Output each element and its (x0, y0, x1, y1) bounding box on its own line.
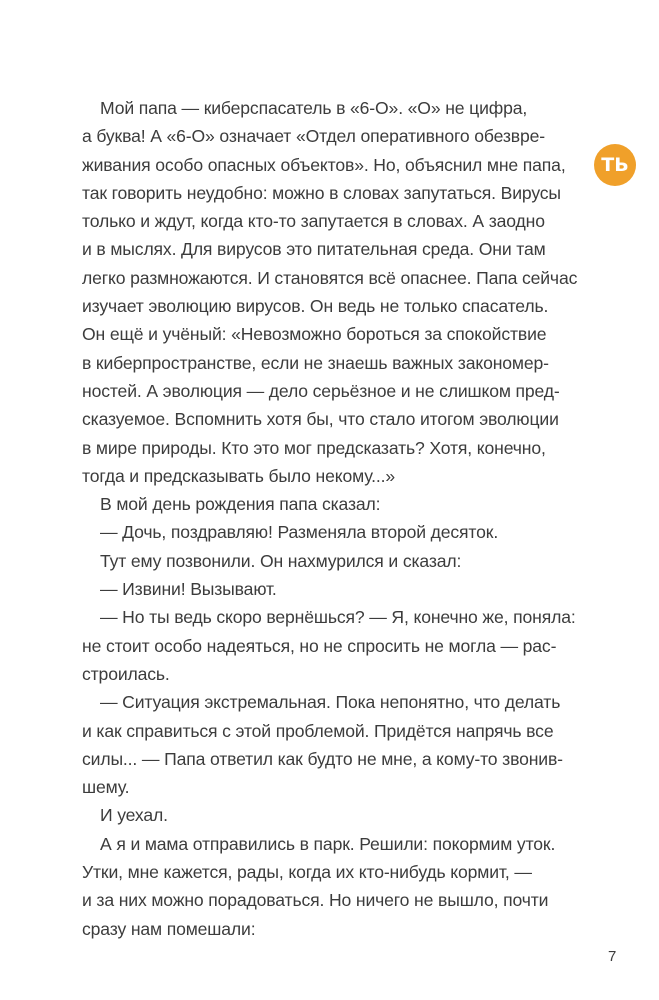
text-line: Утки, мне кажется, рады, когда их кто-нибудь кормит, — (82, 862, 532, 883)
text-line: так говорить неудобно: можно в словах запутаться. Вирусы (82, 182, 561, 203)
text-line: — Извини! Вызывают. (100, 579, 277, 600)
text-line: не стоит особо надеяться, но не спросить не могла — рас- (82, 635, 557, 656)
body-text (82, 94, 578, 943)
text-line: силы... — Папа ответил как будто не мне, а кому-то звонив- (82, 748, 563, 769)
text-line: живания особо опасных объектов». Но, объяснил мне папа, (82, 154, 566, 175)
text-line: в мире природы. Кто это мог предсказать? Хотя, конечно, (82, 437, 546, 458)
text-line: Тут ему позвонили. Он нахмурился и сказал: (100, 550, 462, 571)
text-line: Мой папа — киберспасатель в «6-О». «О» не цифра, (100, 98, 528, 118)
text-line: — Дочь, поздравляю! Разменяла второй десяток. (100, 522, 499, 543)
text-line: А я и мама отправились в парк. Решили: покормим уток. (100, 833, 556, 854)
text-line: ностей. А эволюция — дело серьёзное и не слишком пред- (82, 380, 560, 401)
chapter-badge: ТЬ (594, 144, 636, 186)
text-line: — Но ты ведь скоро вернёшься? — Я, конечно же, поняла: (100, 607, 576, 628)
text-line: тогда и предсказывать было некому...» (82, 465, 396, 486)
text-line: и за них можно порадоваться. Но ничего не вышло, почти (82, 890, 549, 911)
text-line: и в мыслях. Для вирусов это питательная среда. Они там (82, 239, 546, 260)
text-line: и как справиться с этой проблемой. Придётся напрячь все (82, 720, 554, 741)
text-line: шему. (82, 777, 130, 798)
text-line: строилась. (82, 663, 170, 684)
page-number: 7 (608, 948, 617, 965)
text-line: — Ситуация экстремальная. Пока непонятно, что делать (100, 692, 561, 713)
text-line: а буква! А «6-О» означает «Отдел оперативного обезвре- (82, 126, 545, 147)
text-line: В мой день рождения папа сказал: (100, 494, 381, 515)
text-line: только и ждут, когда кто-то запутается в словах. А заодно (82, 211, 545, 232)
text-line: И уехал. (100, 805, 168, 826)
text-line: сразу нам помешали: (82, 918, 256, 939)
text-line: легко размножаются. И становятся всё опаснее. Папа сейчас (82, 267, 578, 288)
text-line: Он ещё и учёный: «Невозможно бороться за спокойствие (82, 324, 547, 345)
text-line: изучает эволюцию вирусов. Он ведь не только спасатель. (82, 296, 549, 317)
text-line: сказуемое. Вспомнить хотя бы, что стало итогом эволюции (82, 409, 559, 430)
text-line: в киберпространстве, если не знаешь важных закономер- (82, 352, 549, 373)
